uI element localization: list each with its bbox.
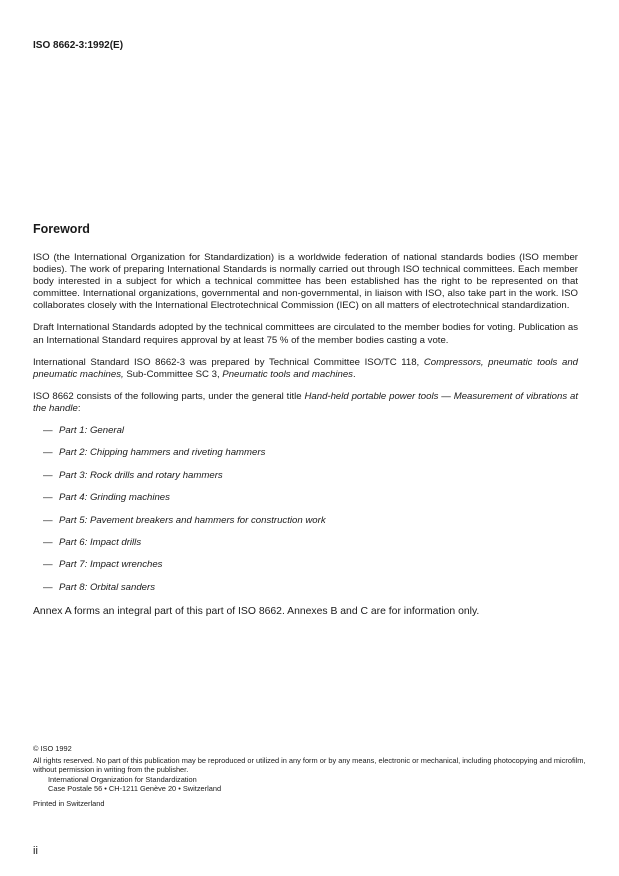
dash: — — [43, 581, 53, 593]
part-title: Chipping hammers and riveting hammers — [89, 447, 266, 459]
part-title: Rock drills and rotary hammers — [89, 469, 223, 481]
part-title: Pavement breakers and hammers for construction work — [89, 514, 326, 526]
part-title: Grinding machines — [89, 492, 170, 504]
list-item — [33, 447, 578, 459]
parts-intro-text: ISO 8662 consists of the following parts, under the general title — [33, 390, 305, 402]
part-number: Part 8: — [59, 581, 88, 593]
list-item — [33, 559, 578, 571]
subcommittee-title: Pneumatic tools and machines — [222, 368, 353, 380]
foreword-body — [33, 252, 578, 628]
part-title: Impact drills — [89, 536, 142, 548]
part-title: Impact wrenches — [89, 559, 163, 571]
paragraph-annex: Annex A forms an integral part of this part of ISO 8662. Annexes B and C are for information only. — [33, 605, 480, 617]
paragraph-prepared-by — [33, 357, 578, 381]
part-number: Part 3: — [59, 469, 88, 481]
dash: — — [43, 469, 53, 481]
committee-title: Compressors, pneumatic tools and pneumatic machines, — [33, 356, 578, 380]
subcommittee-text: Sub-Committee SC 3, — [123, 368, 223, 380]
list-item — [33, 492, 578, 504]
dash: — — [43, 425, 53, 437]
copyright-line: © ISO 1992 — [33, 744, 72, 753]
general-title: Hand-held portable power tools — Measurement of vibrations at the handle — [33, 390, 578, 414]
dash: — — [43, 447, 53, 459]
list-item — [33, 582, 578, 594]
paragraph-iso-intro: ISO (the International Organization for Standardization) is a worldwide federation of national standards bodies (ISO member bodies). The work of preparing International Standards is normally carried out through ISO technical committees. Each member body interested in a subject for which a technical committee has been established has the right to be represented on that committee. International organizations, governmental and non-governmental, in liaison with ISO, also take part in the work. ISO collaborates closely with the International Electrotechnical Commission (IEC) on all matters of electrotechnical standardization. — [33, 252, 578, 312]
dash: — — [43, 514, 53, 526]
list-item — [33, 470, 578, 482]
foreword-heading: Foreword — [33, 222, 90, 236]
parts-intro-end: : — [77, 402, 81, 414]
part-title: Orbital sanders — [89, 581, 155, 593]
parts-list — [33, 425, 578, 594]
copyright-block — [33, 744, 593, 808]
part-number: Part 2: — [59, 447, 88, 459]
organization-address: Case Postale 56 • CH-1211 Genève 20 • Switzerland — [48, 783, 222, 793]
list-item — [33, 515, 578, 527]
dash: — — [43, 536, 53, 548]
part-number: Part 7: — [59, 559, 88, 571]
part-title: General — [89, 425, 125, 437]
part-number: Part 1: — [59, 425, 88, 437]
prepared-by-text: International Standard ISO 8662-3 was prepared by Technical Committee ISO/TC 118, — [33, 356, 424, 368]
rights-notice: All rights reserved. No part of this publication may be reproduced or utilized in any form or by any means, electronic or mechanical, including photocopying and microfilm, without permission in writing from the publisher. — [33, 756, 586, 775]
printed-in: Printed in Switzerland — [33, 799, 105, 809]
paragraph-draft-standards: Draft International Standards adopted by the technical committees are circulated to the member bodies for voting. Publication as an International Standard requires approval by at least 75 % of the member bodies casting a vote. — [33, 322, 578, 346]
part-number: Part 6: — [59, 536, 88, 548]
organization-name: International Organization for Standardization — [48, 774, 197, 784]
list-item — [33, 537, 578, 549]
part-number: Part 5: — [59, 514, 88, 526]
dash: — — [43, 492, 53, 504]
paragraph-parts-intro — [33, 391, 578, 415]
document-id: ISO 8662-3:1992(E) — [33, 40, 124, 51]
list-item — [33, 425, 578, 437]
prepared-by-end: . — [352, 368, 356, 380]
page-number: ii — [33, 845, 38, 857]
dash: — — [43, 559, 53, 571]
part-number: Part 4: — [59, 492, 88, 504]
